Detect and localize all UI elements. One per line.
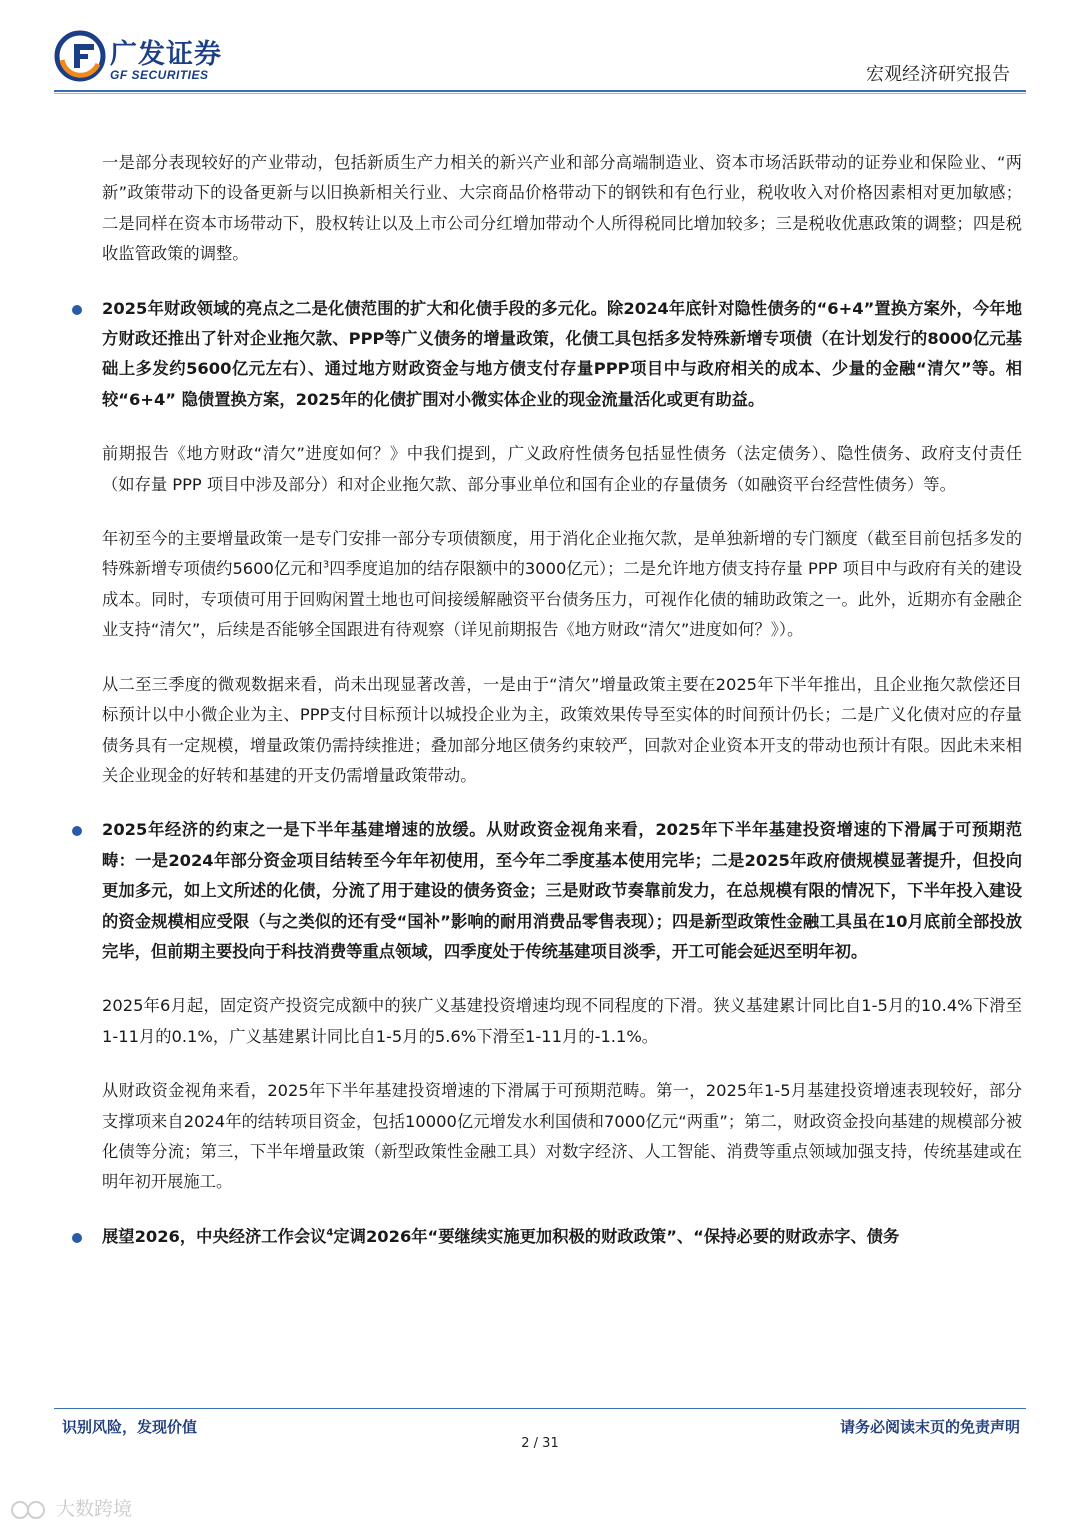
watermark-logo-icon [10, 1499, 50, 1521]
report-type-title: 宏观经济研究报告 [866, 64, 1010, 85]
paragraph-incremental-policies-part2: 四季度追加的结存限额中的3000亿元）；二是允许地方债支持存量 PPP 项目中与政府有关的建设成本。同时，专项债可用于回购闲置土地也可间接缓解融资平台债务压力，可视作化债的辅助政策之一。此外，近期亦有金融企业支持“清欠”，后续是否能够全国跟进有待观察（详见前期报告《地方财政“清欠”进度如何？》）。 [102, 559, 1022, 640]
report-body [102, 148, 1022, 1276]
page-number: 2 / 31 [521, 1436, 559, 1451]
footer-divider [54, 1408, 1026, 1409]
paragraph-incremental-policies-part1: 年初至今的主要增量政策一是专门安排一部分专项债额度，用于消化企业拖欠款，是单独新增的专门额度（截至目前包括多发的特殊新增专项债约5600亿元和 [102, 529, 1022, 579]
bullet-outlook-2026 [102, 1222, 1022, 1252]
bullet-outlook-2026-part2: 定调2026年“要继续实施更加积极的财政政策”、“保持必要的财政赤字、债务 [333, 1226, 900, 1246]
paragraph-incremental-policies [102, 524, 1022, 646]
paragraph-micro-data: 从二至三季度的微观数据来看，尚未出现显著改善，一是由于“清欠”增量政策主要在2025年下半年推出，且企业拖欠款偿还目标预计以中小微企业为主、PPP支付目标预计以城投企业为主，政策效果传导至实体的时间预计仍长；二是广义化债对应的存量债务具有一定规模，增量政策仍需持续推进；叠加部分地区债务约束较严，回款对企业资本开支的带动也预计有限。因此未来相关企业现金的好转和基建的开支仍需增量政策带动。 [102, 674, 1022, 785]
paragraph-infra-investment-growth: 2025年6月起，固定资产投资完成额中的狭广义基建投资增速均现不同程度的下滑。狭义基建累计同比自1-5月的10.4%下滑至1-11月的0.1%，广义基建累计同比自1-5月的5.6%下滑至1-11月的-1.1%。 [102, 996, 1022, 1046]
watermark-text: 大数跨境 [56, 1498, 133, 1520]
logo-chinese-name: 广发证券 [110, 39, 222, 70]
header-divider-secondary [54, 93, 1026, 94]
page-header [0, 0, 1080, 96]
bullet-debt-resolution: 2025年财政领域的亮点之二是化债范围的扩大和化债手段的多元化。除2024年底针对隐性债务的“6+4”置换方案外，今年地方财政还推出了针对企业拖欠款、PPP等广义债务的增量政策，化债工具包括多发特殊新增专项债（在计划发行的8000亿元基础上多发约5600亿元左右）、通过地方财政资金与地方债支付存量PPP项目中与政府相关的成本、少量的金融“清欠”等。相较“6+4” 隐债置换方案，2025年的化债扩围对小微实体企业的现金流量活化或更有助益。 [102, 294, 1022, 416]
paragraph-broad-debt-definition: 前期报告《地方财政“清欠”进度如何？》中我们提到，广义政府性债务包括显性债务（法定债务）、隐性债务、政府支付责任（如存量 PPP 项目中涉及部分）和对企业拖欠款、部分事业单位和国有企业的存量债务（如融资平台经营性债务）等。 [102, 444, 1022, 494]
footnote-ref-3[interactable]: 3 [322, 560, 330, 572]
footer-disclaimer-note: 请务必阅读末页的免责声明 [839, 1418, 1020, 1436]
bullet-outlook-2026-part1: 展望2026，中央经济工作会议 [102, 1226, 327, 1246]
gf-securities-logo [54, 30, 254, 90]
footer-slogan: 识别风险，发现价值 [62, 1418, 198, 1436]
header-divider [54, 90, 1026, 92]
gf-logo-mark-icon [54, 30, 106, 82]
footnote-ref-4[interactable]: 4 [326, 1227, 334, 1239]
watermark [10, 1494, 132, 1521]
bullet-infrastructure-slowdown: 2025年经济的约束之一是下半年基建增速的放缓。从财政资金视角来看，2025年下半年基建投资增速的下滑属于可预期范畴：一是2024年部分资金项目结转至今年年初使用，至今年二季度基本使用完毕；二是2025年政府债规模显著提升，但投向更加多元，如上文所述的化债，分流了用于建设的债务资金；三是财政节奏靠前发力，在总规模有限的情况下，下半年投入建设的资金规模相应受限（与之类似的还有受“国补”影响的耐用消费品零售表现）；四是新型政策性金融工具虽在10月底前全部投放完毕，但前期主要投向于科技消费等重点领域，四季度处于传统基建项目淡季，开工可能会延迟至明年初。 [102, 815, 1022, 967]
logo-english-name: GF SECURITIES [110, 68, 209, 82]
paragraph-tax-factors: 一是部分表现较好的产业带动，包括新质生产力相关的新兴产业和部分高端制造业、资本市场活跃带动的证券业和保险业、“两新”政策带动下的设备更新与以旧换新相关行业、大宗商品价格带动下的钢铁和有色行业，税收收入对价格因素相对更加敏感；二是同样在资本市场带动下，股权转让以及上市公司分红增加带动个人所得税同比增加较多；三是税收优惠政策的调整；四是税收监管政策的调整。 [102, 153, 1022, 264]
paragraph-fiscal-perspective: 从财政资金视角来看，2025年下半年基建投资增速的下滑属于可预期范畴。第一，2025年1-5月基建投资增速表现较好，部分支撑项来自2024年的结转项目资金，包括10000亿元增发水利国债和7000亿元“两重”；第二，财政资金投向基建的规模部分被化债等分流；第三，下半年增量政策（新型政策性金融工具）对数字经济、人工智能、消费等重点领域加强支持，传统基建或在明年初开展施工。 [102, 1081, 1022, 1192]
